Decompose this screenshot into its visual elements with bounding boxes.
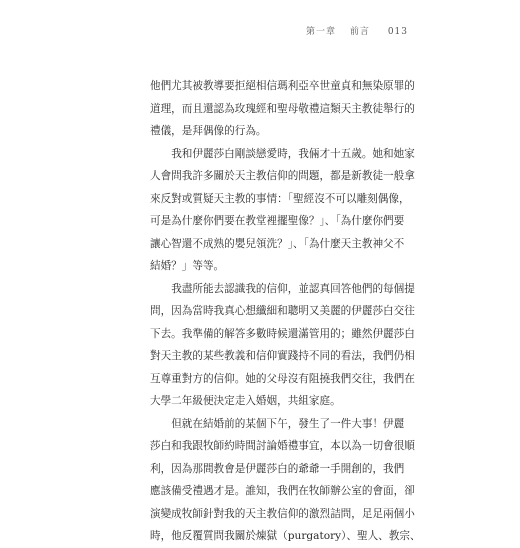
text-line: 結婚？」等等。: [150, 260, 225, 272]
body-text: [150, 75, 421, 548]
text-line: 下去。我準備的解答多數時候還滿管用的；雖然伊麗莎白: [150, 327, 415, 340]
text-line: 我盡所能去認識我的信仰，並認真回答他們的每個提: [171, 282, 415, 295]
text-line: 互尊重對方的信仰。她的父母沒有阻撓我們交往，我們在: [150, 372, 415, 385]
text-line: 大學二年級便決定走入婚姻，共組家庭。: [150, 395, 341, 407]
text-line: 時，他反覆質問我關於煉獄（purgatory）、聖人、教宗、: [150, 530, 421, 542]
text-line: 禮儀，是拜偶像的行為。: [150, 125, 267, 137]
running-head: [306, 24, 408, 37]
text-line: 讓心智還不成熟的嬰兒領洗？」、「為什麼天主教神父不: [150, 237, 405, 250]
text-line: 應該備受禮遇才是。誰知，我們在牧師辦公室的會面，卻: [150, 485, 415, 497]
text-line: 但就在結婚前的某個下午，發生了一件大事！伊麗: [171, 417, 405, 430]
page-number: 013: [387, 27, 408, 37]
text-line: 人會問我許多關於天主教信仰的問題，都是新教徒一般拿: [150, 170, 415, 182]
text-line: 他們尤其被教導要拒絕相信瑪利亞卒世童貞和無染原罪的: [150, 80, 415, 92]
text-line: 問，因為當時我真心想纖細和聰明又美麗的伊麗莎白交往: [150, 305, 415, 317]
text-line: 利，因為那間教會是伊麗莎白的爺爺一手開創的，我們: [150, 462, 405, 475]
text-line: 莎白和我跟牧師約時間討論婚禮事宜，本以為一切會很順: [150, 440, 415, 452]
text-line: 我和伊麗莎白剛談戀愛時，我倆才十五歲。她和她家: [171, 147, 415, 160]
text-line: 可是為什麼你們要在教堂裡擺聖像？」、「為什麼你們要: [150, 215, 405, 227]
text-line: 對天主教的某些教義和信仰實踐持不同的看法，我們仍相: [150, 350, 415, 362]
text-line: 來反對或質疑天主教的事情：「聖經沒不可以雕刻偶像，: [150, 192, 410, 205]
text-line: 演變成牧師針對我的天主教信仰的激烈詰問，足足兩個小: [150, 507, 415, 520]
text-line: 道理，而且還認為玫瑰經和聖母敬禮這類天主教徒舉行的: [150, 102, 415, 115]
running-head-chapter: 第一章: [306, 27, 337, 37]
running-head-section: 前言: [349, 27, 370, 37]
